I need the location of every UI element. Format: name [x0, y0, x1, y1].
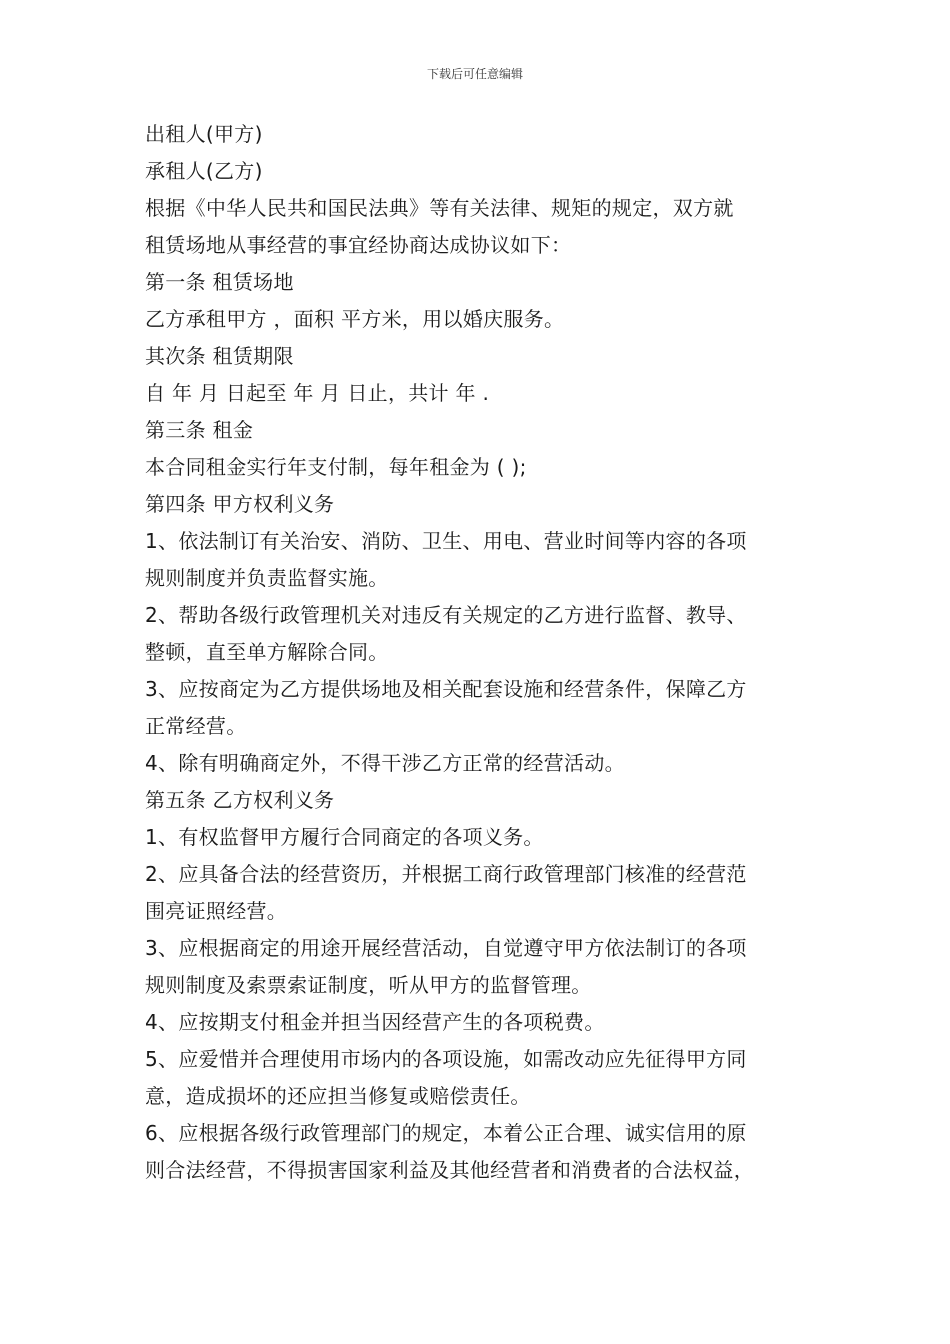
text-line: 第四条 甲方权利义务 — [145, 492, 335, 516]
text-line: 本合同租金实行年支付制，每年租金为 ( ); — [145, 455, 527, 479]
text-line: 则合法经营，不得损害国家利益及其他经营者和消费者的合法权益， — [145, 1158, 754, 1182]
text-line: 规则制度并负责监督实施。 — [145, 566, 389, 590]
text-line: 租赁场地从事经营的事宜经协商达成协议如下： — [145, 233, 572, 257]
contract-body — [145, 116, 825, 1189]
text-line: 2、应具备合法的经营资历，并根据工商行政管理部门核准的经营范 — [145, 862, 747, 886]
text-line: 2、帮助各级行政管理机关对违反有关规定的乙方进行监督、教导、 — [145, 603, 747, 627]
text-line: 正常经营。 — [145, 714, 247, 738]
text-line: 意，造成损坏的还应担当修复或赔偿责任。 — [145, 1084, 531, 1108]
text-line: 3、应按商定为乙方提供场地及相关配套设施和经营条件，保障乙方 — [145, 677, 747, 701]
text-line: 4、除有明确商定外，不得干涉乙方正常的经营活动。 — [145, 751, 625, 775]
text-line: 规则制度及索票索证制度，听从甲方的监督管理。 — [145, 973, 592, 997]
text-line: 第一条 租赁场地 — [145, 270, 294, 294]
text-line: 5、应爱惜并合理使用市场内的各项设施，如需改动应先征得甲方同 — [145, 1047, 747, 1071]
text-line: 4、应按期支付租金并担当因经营产生的各项税费。 — [145, 1010, 605, 1034]
header-note: 下载后可任意编辑 — [426, 67, 523, 81]
text-line: 自 年 月 日起至 年 月 日止，共计 年 . — [145, 381, 490, 405]
text-line: 乙方承租甲方 ，面积 平方米，用以婚庆服务。 — [145, 307, 565, 331]
text-line: 承租人(乙方) — [145, 159, 263, 183]
text-line: 第五条 乙方权利义务 — [145, 788, 335, 812]
text-line: 其次条 租赁期限 — [145, 344, 294, 368]
text-line: 围亮证照经营。 — [145, 899, 288, 923]
text-line: 1、依法制订有关治安、消防、卫生、用电、营业时间等内容的各项 — [145, 529, 747, 553]
text-line: 根据《中华人民共和国民法典》等有关法律、规矩的规定，双方就 — [145, 196, 734, 220]
text-line: 出租人(甲方) — [145, 122, 263, 146]
text-line: 1、有权监督甲方履行合同商定的各项义务。 — [145, 825, 544, 849]
text-line: 整顿，直至单方解除合同。 — [145, 640, 389, 664]
text-line: 6、应根据各级行政管理部门的规定，本着公正合理、诚实信用的原 — [145, 1121, 747, 1145]
text-line: 第三条 租金 — [145, 418, 254, 442]
text-line: 3、应根据商定的用途开展经营活动，自觉遵守甲方依法制订的各项 — [145, 936, 747, 960]
